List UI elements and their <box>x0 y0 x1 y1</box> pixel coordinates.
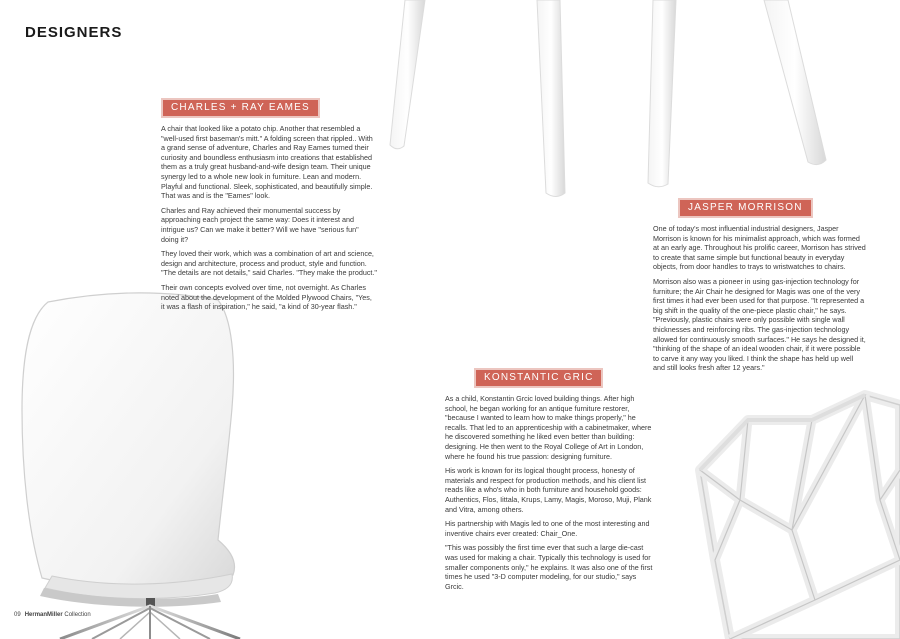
grcic-paragraph: His partnership with Magis led to one of the most interesting and inventive chairs ever created: Chair_One. <box>445 519 650 538</box>
grcic-paragraph: "This was possibly the first time ever that such a large die-cast was used for making a chair. Typically this technology is used for smaller components only," he explains. It was also one of the first times he used "3-D computer modeling, for our studio," says Grcic. <box>445 543 653 591</box>
eames-body <box>161 124 377 317</box>
brand-logo-text: HermanMiller <box>24 612 63 618</box>
morrison-heading: JASPER MORRISON <box>680 200 811 216</box>
morrison-paragraph: One of today's most influential industrial designers, Jasper Morrison is known for his minimalist approach, which was formed at an early age. Throughout his prolific career, Morrison has strived to create that same simple but functional beauty in everyday objects, from door handles to trays to wristwatches to chairs. <box>653 224 866 272</box>
eames-heading: CHARLES + RAY EAMES <box>163 100 318 116</box>
eames-paragraph: A chair that looked like a potato chip. Another that resembled a "well-used first baseman's mitt." A folding screen that rippled.. With a grand sense of adventure, Charles and Ray Eames turned their curiosity and boundless enthusiasm into creations that established them as a truly great husband-and-wife design team. Their unique synergy led to a whole new look in furniture. Lean and modern. Playful and functional. Sleek, sophisticated, and beautifully simple. That was and is the "Eames" look. <box>161 124 373 201</box>
grcic-body <box>445 394 655 596</box>
morrison-paragraph: Morrison also was a pioneer in using gas-injection technology for furniture; the Air Chair he designed for Magis was one of the very first times it had ever been used for that purpose. "It represented a big shift in the quality of the one-piece plastic chair," he says. "Previously, plastic chairs were only possible with single wall thicknesses and reinforcing ribs. The gas-injection technology allowed for continuously smooth surfaces." He says he designed it, "thinking of the shape of an ideal wooden chair, if it were possible to carve it any way you liked. I think the shape has held up well and still looks fresh after 12 years." <box>653 276 866 373</box>
grcic-heading: KONSTANTIC GRIC <box>476 370 601 386</box>
eames-paragraph: Charles and Ray achieved their monumental success by approaching each project the same way: Does it interest and intrigue us? Can we make it better? Will we have "serious fun" doing it? <box>161 205 359 244</box>
eames-paragraph: Their own concepts evolved over time, not overnight. As Charles noted about the development of the Molded Plywood Chairs, "Yes, it was a flash of inspiration," he said, "a kind of 30-year flash." <box>161 282 372 312</box>
grcic-paragraph: His work is known for its logical thought process, honesty of materials and respect for production methods, and his client list reads like a who's who in both furniture and household goods: Authentics, Flos, Iittala, Krups, Lamy, Magis, Moroso, Muji, Plank and Vitra, among others. <box>445 466 652 514</box>
page-number: 09 <box>14 612 21 618</box>
chair-one-image <box>700 395 900 639</box>
morrison-body <box>653 224 867 378</box>
eames-paragraph: They loved their work, which was a combination of art and science, design and architecture, process and product, style and function. "The details are not details," said Charles. "They make the product." <box>161 249 377 278</box>
page-title: DESIGNERS <box>25 24 123 41</box>
eames-shell-chair-image <box>22 293 240 639</box>
collection-label: Collection <box>64 612 91 618</box>
air-chair-legs-image <box>390 0 826 197</box>
page-footer <box>14 612 91 618</box>
grcic-paragraph: As a child, Konstantin Grcic loved building things. After high school, he began working for an antique furniture restorer, "because I wanted to learn how to make things properly," he recalls. That led to an apprenticeship with a cabinetmaker, where he discovered something he liked even better than building: designing. He then went to the Royal College of Art in London, where he found his true passion: designing furniture. <box>445 394 652 461</box>
